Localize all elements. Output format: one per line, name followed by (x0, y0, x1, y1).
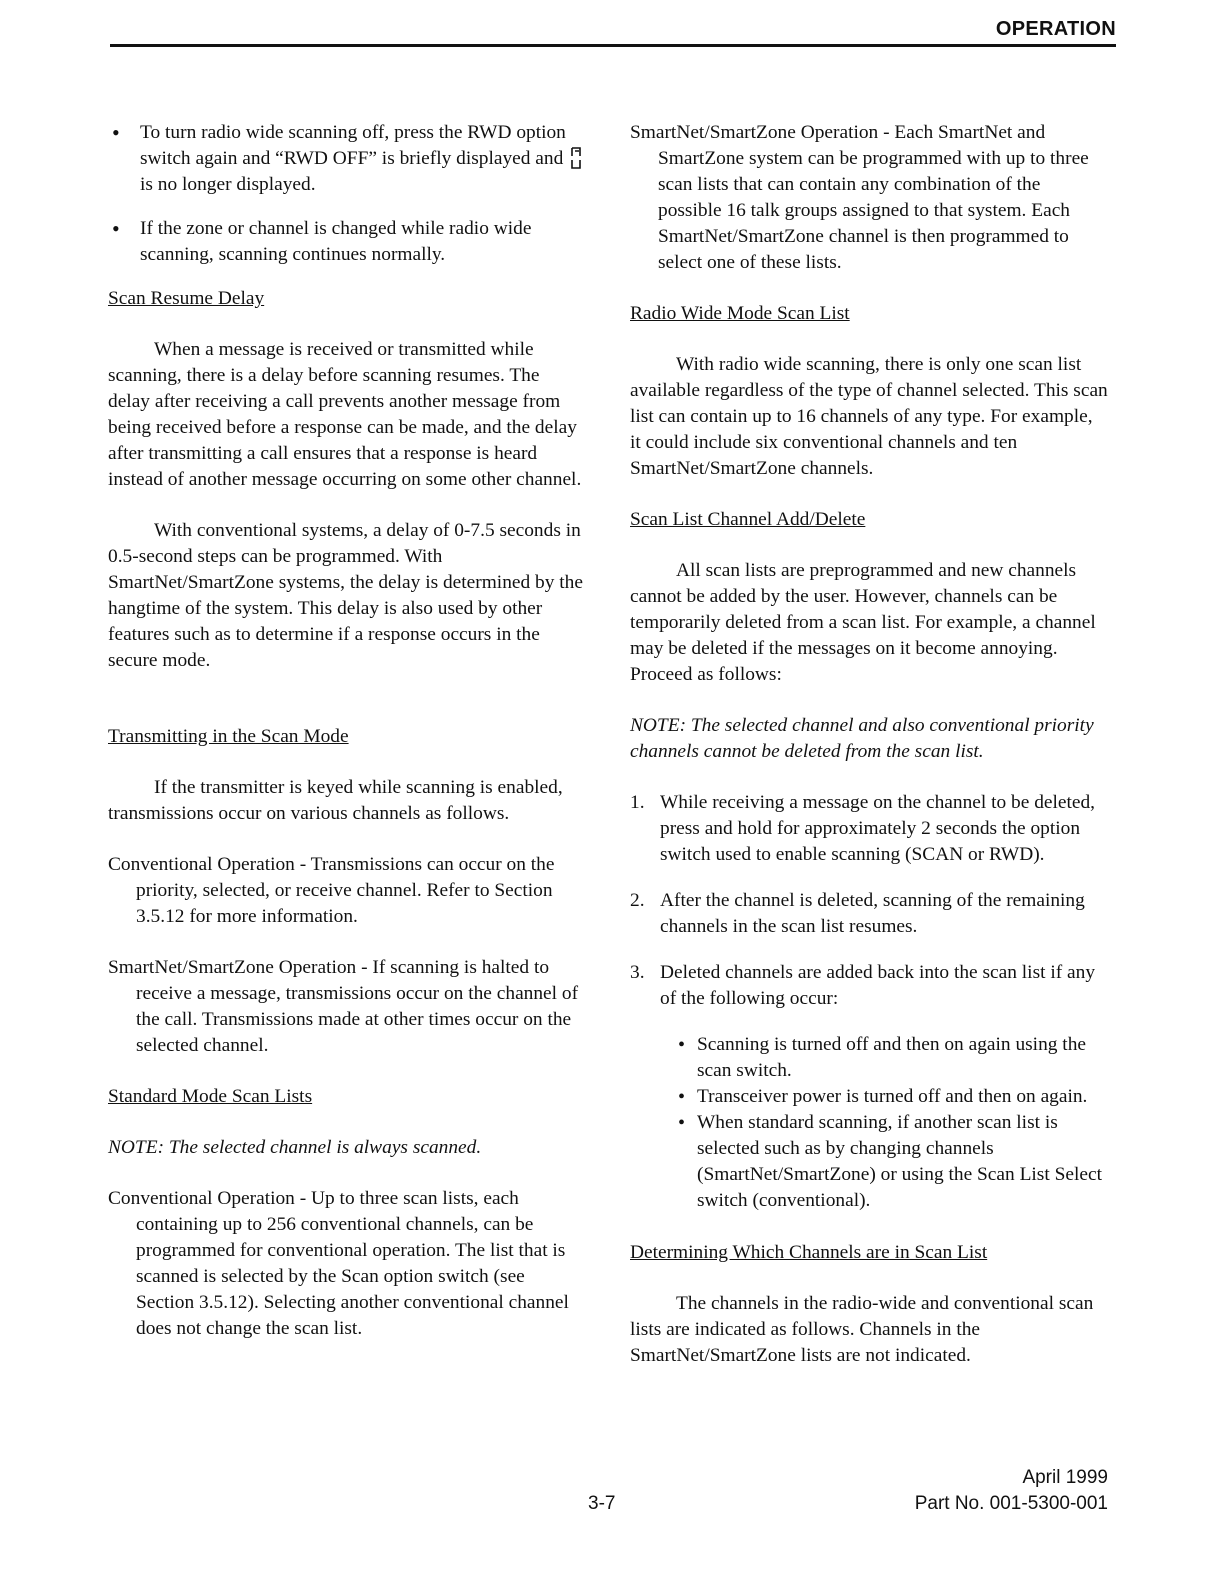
para-resume-delay-1: When a message is received or transmitted while scanning, there is a delay before scanning resumes. The delay after receiving a call prevents another message from being received before a response can be made, and the delay after transmitting a call ensures that a response is heard instead of another message occurring on some other channel. (108, 339, 582, 490)
heading-transmitting-scan-mode: Transmitting in the Scan Mode (108, 726, 349, 747)
left-column (108, 120, 586, 1367)
re-add-condition-scan-list-change: • When standard scanning, if another scan list is selected such as by changing channels (SmartNet/SmartZone) or using the Scan List Select switch (conventional). (678, 1110, 1108, 1214)
conventional-operation-transmit: Conventional Operation - Transmissions can occur on the priority, selected, or receive channel. Refer to Section 3.5.12 for more information. (108, 854, 555, 927)
step-2-number: 2. (630, 890, 645, 911)
footer-date: April 1999 (1022, 1467, 1108, 1488)
scan-indicator-icon (570, 146, 581, 170)
step-2 (630, 888, 1108, 940)
heading-standard-mode-scan-lists: Standard Mode Scan Lists (108, 1086, 313, 1107)
heading-scan-resume-delay: Scan Resume Delay (108, 288, 265, 309)
step-3-number: 3. (630, 962, 645, 983)
heading-scan-list-add-delete: Scan List Channel Add/Delete (630, 509, 866, 530)
conventional-operation-scan-lists: Conventional Operation - Up to three scan lists, each containing up to 256 conventional channels, can be programmed for conventional operation. The list that is scanned is selected by the Scan option switch (see Section 3.5.12). Selecting another conventional channel does not change the scan list. (108, 1188, 569, 1339)
heading-radio-wide-scan-list: Radio Wide Mode Scan List (630, 303, 850, 324)
page-header-title: OPERATION (995, 18, 1116, 40)
heading-determining-channels: Determining Which Channels are in Scan List (630, 1242, 988, 1263)
re-add-conditions-list (678, 1032, 1108, 1214)
para-transmitting: If the transmitter is keyed while scanning is enabled, transmissions occur on various channels as follows. (108, 777, 563, 824)
footer-part-number: Part No. 001-5300-001 (914, 1493, 1108, 1514)
step-3-text: Deleted channels are added back into the scan list if any of the following occur: (660, 962, 1096, 1009)
bullet-rwd-off-text-1: To turn radio wide scanning off, press the RWD option switch again and “RWD OFF” is briefly displayed and (140, 122, 566, 169)
bullet-rwd-off-text-2: is no longer displayed. (140, 174, 316, 195)
step-2-text: After the channel is deleted, scanning of the remaining channels in the scan list resumes. (660, 890, 1085, 937)
para-determining-channels: The channels in the radio-wide and conventional scan lists are indicated as follows. Channels in the SmartNet/SmartZone lists are not indicated. (630, 1293, 1094, 1366)
bullet-rwd-off (108, 120, 586, 198)
step-1 (630, 790, 1108, 868)
note-selected-channel-scanned: NOTE: The selected channel is always scanned. (108, 1137, 482, 1158)
right-column (630, 120, 1108, 1394)
note-priority-channels: NOTE: The selected channel and also conventional priority channels cannot be deleted from the scan list. (630, 715, 1094, 762)
smartnet-operation-transmit: SmartNet/SmartZone Operation - If scanning is halted to receive a message, transmissions occur on the channel of the call. Transmissions made at other times occur on the selected channel. (108, 957, 579, 1056)
step-1-number: 1. (630, 792, 645, 813)
re-add-condition-power: • Transceiver power is turned off and then on again. (678, 1084, 1108, 1110)
bullet-zone-change: • If the zone or channel is changed while radio wide scanning, scanning continues normally. (108, 216, 586, 268)
para-radio-wide: With radio wide scanning, there is only one scan list available regardless of the type of channel selected. This scan list can contain up to 16 channels of any type. For example, it could include six conventional channels and ten SmartNet/SmartZone channels. (630, 354, 1108, 479)
header-rule (110, 44, 1116, 47)
para-resume-delay-2: With conventional systems, a delay of 0-7.5 seconds in 0.5-second steps can be programmed. With SmartNet/SmartZone systems, the delay is determined by the hangtime of the system. This delay is also used by other features such as to determine if a response occurs in the secure mode. (108, 520, 583, 671)
step-3 (630, 960, 1108, 1012)
para-add-delete: All scan lists are preprogrammed and new channels cannot be added by the user. However, channels can be temporarily deleted from a scan list. For example, a channel may be deleted if the messages on it become annoying. Proceed as follows: (630, 560, 1096, 685)
smartnet-operation-scan-lists: SmartNet/SmartZone Operation - Each SmartNet and SmartZone system can be programmed with up to three scan lists that can contain any combination of the possible 16 talk groups assigned to that system. Each SmartNet/SmartZone channel is then programmed to select one of these lists. (630, 122, 1089, 273)
page-number: 3-7 (588, 1493, 616, 1514)
step-1-text: While receiving a message on the channel to be deleted, press and hold for approximately 2 seconds the option switch used to enable scanning (SCAN or RWD). (660, 792, 1096, 865)
re-add-condition-scan-switch: • Scanning is turned off and then on again using the scan switch. (678, 1032, 1108, 1084)
